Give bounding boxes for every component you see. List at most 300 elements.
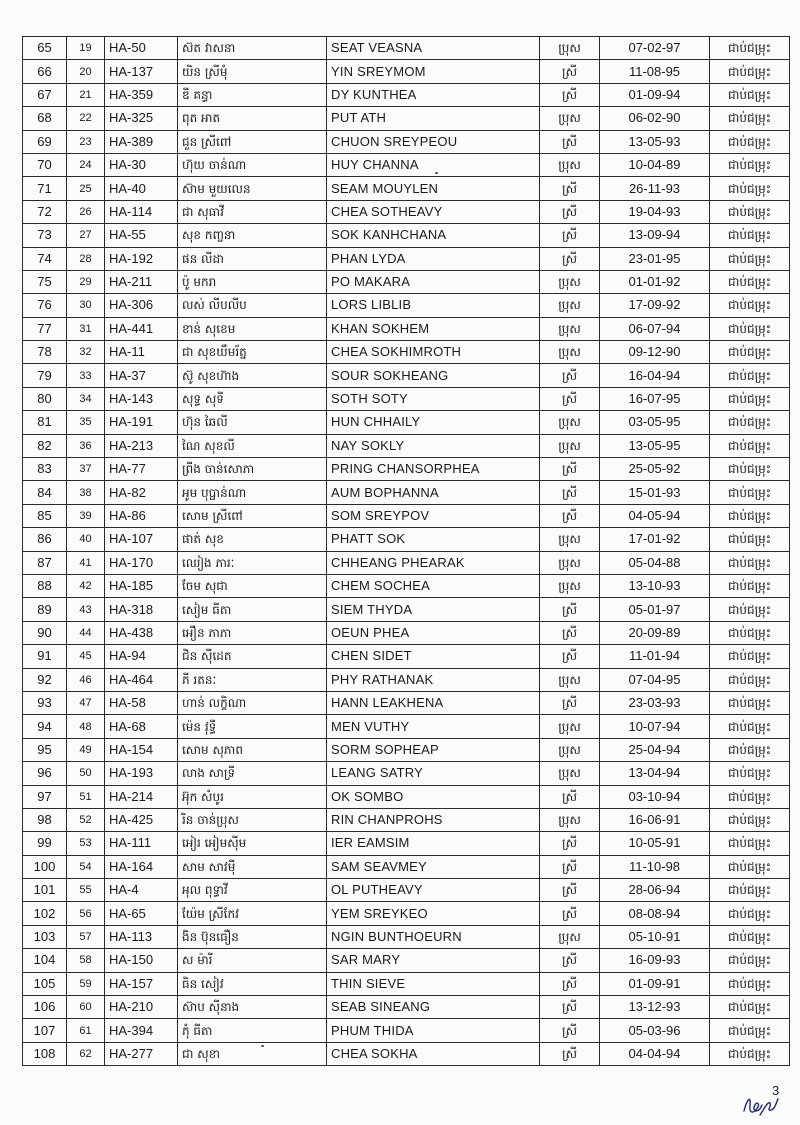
name-latin-cell: PO MAKARA [327, 270, 540, 293]
date-of-birth-cell: 10-05-91 [600, 832, 710, 855]
candidate-code-cell: HA-37 [105, 364, 178, 387]
result-cell: ជាប់ជម្រុះ [710, 434, 790, 457]
sex-cell: ស្រី [540, 855, 600, 878]
sub-number-cell: 24 [67, 153, 105, 176]
row-number-cell: 80 [23, 387, 67, 410]
sub-number-cell: 37 [67, 458, 105, 481]
name-khmer-cell: ងិន ប៊ុនធឿន [178, 925, 327, 948]
table-row [23, 949, 790, 972]
sex-cell: ប្រុស [540, 411, 600, 434]
sex-cell: ស្រី [540, 972, 600, 995]
sub-number-cell: 23 [67, 130, 105, 153]
name-latin-cell: SAR MARY [327, 949, 540, 972]
row-number-cell: 100 [23, 855, 67, 878]
row-number-cell: 85 [23, 504, 67, 527]
table-row [23, 715, 790, 738]
name-khmer-cell: ពុត អាត [178, 107, 327, 130]
table-row [23, 37, 790, 60]
name-khmer-cell: ស៊ាប ស៊ីនាង [178, 996, 327, 1019]
result-cell: ជាប់ជម្រុះ [710, 949, 790, 972]
name-khmer-cell: ឈៀង ភារៈ [178, 551, 327, 574]
row-number-cell: 70 [23, 153, 67, 176]
result-cell: ជាប់ជម្រុះ [710, 504, 790, 527]
sub-number-cell: 40 [67, 528, 105, 551]
date-of-birth-cell: 13-04-94 [600, 762, 710, 785]
name-khmer-cell: យិន ស្រីមុំ [178, 60, 327, 83]
date-of-birth-cell: 16-04-94 [600, 364, 710, 387]
name-khmer-cell: អ៊ុក សំបូរ [178, 785, 327, 808]
sex-cell: ស្រី [540, 130, 600, 153]
date-of-birth-cell: 26-11-93 [600, 177, 710, 200]
sub-number-cell: 29 [67, 270, 105, 293]
table-row [23, 551, 790, 574]
result-cell: ជាប់ជម្រុះ [710, 177, 790, 200]
sub-number-cell: 57 [67, 925, 105, 948]
candidate-code-cell: HA-111 [105, 832, 178, 855]
name-latin-cell: SOK KANHCHANA [327, 224, 540, 247]
result-cell: ជាប់ជម្រុះ [710, 715, 790, 738]
name-latin-cell: KHAN SOKHEM [327, 317, 540, 340]
row-number-cell: 102 [23, 902, 67, 925]
result-cell: ជាប់ជម្រុះ [710, 270, 790, 293]
result-cell: ជាប់ជម្រុះ [710, 785, 790, 808]
row-number-cell: 89 [23, 598, 67, 621]
sex-cell: ប្រុស [540, 317, 600, 340]
row-number-cell: 101 [23, 879, 67, 902]
name-khmer-cell: យ៉ែម ស្រីកែវ [178, 902, 327, 925]
name-khmer-cell: ជា សុធាវី [178, 200, 327, 223]
name-khmer-cell: ហ៊ុន ឆៃលី [178, 411, 327, 434]
row-number-cell: 66 [23, 60, 67, 83]
candidate-code-cell: HA-86 [105, 504, 178, 527]
date-of-birth-cell: 01-09-91 [600, 972, 710, 995]
sub-number-cell: 49 [67, 738, 105, 761]
table-row [23, 1042, 790, 1065]
result-cell: ជាប់ជម្រុះ [710, 481, 790, 504]
date-of-birth-cell: 16-09-93 [600, 949, 710, 972]
name-khmer-cell: ផន លីដា [178, 247, 327, 270]
result-cell: ជាប់ជម្រុះ [710, 37, 790, 60]
row-number-cell: 73 [23, 224, 67, 247]
table-row [23, 574, 790, 597]
row-number-cell: 92 [23, 668, 67, 691]
table-row [23, 1019, 790, 1042]
name-latin-cell: HUY CHANNA [327, 153, 540, 176]
name-latin-cell: NAY SOKLY [327, 434, 540, 457]
candidate-code-cell: HA-214 [105, 785, 178, 808]
candidate-code-cell: HA-113 [105, 925, 178, 948]
table-row [23, 130, 790, 153]
sub-number-cell: 54 [67, 855, 105, 878]
table-row [23, 153, 790, 176]
name-latin-cell: YIN SREYMOM [327, 60, 540, 83]
result-cell: ជាប់ជម្រុះ [710, 317, 790, 340]
date-of-birth-cell: 04-05-94 [600, 504, 710, 527]
row-number-cell: 76 [23, 294, 67, 317]
sub-number-cell: 51 [67, 785, 105, 808]
table-row [23, 294, 790, 317]
candidate-code-cell: HA-211 [105, 270, 178, 293]
sex-cell: ស្រី [540, 458, 600, 481]
sub-number-cell: 33 [67, 364, 105, 387]
table-row [23, 621, 790, 644]
name-latin-cell: OK SOMBO [327, 785, 540, 808]
name-khmer-cell: អឿន ភាភា [178, 621, 327, 644]
row-number-cell: 106 [23, 996, 67, 1019]
row-number-cell: 68 [23, 107, 67, 130]
name-latin-cell: PUT ATH [327, 107, 540, 130]
name-latin-cell: OEUN PHEA [327, 621, 540, 644]
row-number-cell: 84 [23, 481, 67, 504]
sub-number-cell: 31 [67, 317, 105, 340]
candidate-code-cell: HA-157 [105, 972, 178, 995]
date-of-birth-cell: 01-01-92 [600, 270, 710, 293]
table-row [23, 458, 790, 481]
candidate-code-cell: HA-82 [105, 481, 178, 504]
sex-cell: ប្រុស [540, 808, 600, 831]
sex-cell: ស្រី [540, 247, 600, 270]
result-cell: ជាប់ជម្រុះ [710, 364, 790, 387]
name-khmer-cell: ស៊ត វាសនា [178, 37, 327, 60]
table-row [23, 247, 790, 270]
candidate-code-cell: HA-191 [105, 411, 178, 434]
result-cell: ជាប់ជម្រុះ [710, 528, 790, 551]
result-cell: ជាប់ជម្រុះ [710, 925, 790, 948]
sex-cell: ស្រី [540, 1042, 600, 1065]
table-row [23, 481, 790, 504]
date-of-birth-cell: 16-07-95 [600, 387, 710, 410]
result-cell: ជាប់ជម្រុះ [710, 832, 790, 855]
name-khmer-cell: ប៉ូ មករា [178, 270, 327, 293]
sex-cell: ប្រុស [540, 434, 600, 457]
candidate-code-cell: HA-137 [105, 60, 178, 83]
name-khmer-cell: ស៊ាម មួយលេន [178, 177, 327, 200]
sex-cell: ស្រី [540, 598, 600, 621]
result-cell: ជាប់ជម្រុះ [710, 200, 790, 223]
date-of-birth-cell: 19-04-93 [600, 200, 710, 223]
candidate-code-cell: HA-40 [105, 177, 178, 200]
row-number-cell: 107 [23, 1019, 67, 1042]
name-khmer-cell: ភុំ ធីតា [178, 1019, 327, 1042]
date-of-birth-cell: 10-04-89 [600, 153, 710, 176]
sex-cell: ប្រុស [540, 738, 600, 761]
name-latin-cell: AUM BOPHANNA [327, 481, 540, 504]
sex-cell: ស្រី [540, 902, 600, 925]
sub-number-cell: 45 [67, 645, 105, 668]
sub-number-cell: 21 [67, 83, 105, 106]
date-of-birth-cell: 17-01-92 [600, 528, 710, 551]
name-khmer-cell: ព្រីង ចាន់សោភា [178, 458, 327, 481]
sub-number-cell: 61 [67, 1019, 105, 1042]
name-khmer-cell: ចែម សុជា [178, 574, 327, 597]
name-khmer-cell: ម៉េន វុទ្ធី [178, 715, 327, 738]
result-cell: ជាប់ជម្រុះ [710, 387, 790, 410]
sex-cell: ប្រុស [540, 153, 600, 176]
candidate-code-cell: HA-213 [105, 434, 178, 457]
date-of-birth-cell: 13-10-93 [600, 574, 710, 597]
sex-cell: ស្រី [540, 949, 600, 972]
sex-cell: ស្រី [540, 387, 600, 410]
result-cell: ជាប់ជម្រុះ [710, 224, 790, 247]
sub-number-cell: 22 [67, 107, 105, 130]
result-cell: ជាប់ជម្រុះ [710, 855, 790, 878]
candidate-code-cell: HA-193 [105, 762, 178, 785]
table-row [23, 364, 790, 387]
table-row [23, 762, 790, 785]
sex-cell: ស្រី [540, 691, 600, 714]
sex-cell: ប្រុស [540, 341, 600, 364]
candidate-code-cell: HA-154 [105, 738, 178, 761]
candidate-code-cell: HA-107 [105, 528, 178, 551]
sub-number-cell: 35 [67, 411, 105, 434]
table-row [23, 879, 790, 902]
date-of-birth-cell: 17-09-92 [600, 294, 710, 317]
row-number-cell: 88 [23, 574, 67, 597]
sex-cell: ប្រុស [540, 925, 600, 948]
table-row [23, 972, 790, 995]
results-table-body [23, 37, 790, 1066]
row-number-cell: 83 [23, 458, 67, 481]
name-latin-cell: SORM SOPHEAP [327, 738, 540, 761]
sex-cell: ប្រុស [540, 294, 600, 317]
sub-number-cell: 20 [67, 60, 105, 83]
date-of-birth-cell: 08-08-94 [600, 902, 710, 925]
sex-cell: ប្រុស [540, 668, 600, 691]
date-of-birth-cell: 03-05-95 [600, 411, 710, 434]
row-number-cell: 81 [23, 411, 67, 434]
sub-number-cell: 38 [67, 481, 105, 504]
table-row [23, 504, 790, 527]
table-row [23, 925, 790, 948]
date-of-birth-cell: 11-01-94 [600, 645, 710, 668]
date-of-birth-cell: 20-09-89 [600, 621, 710, 644]
candidate-code-cell: HA-55 [105, 224, 178, 247]
table-row [23, 808, 790, 831]
sub-number-cell: 47 [67, 691, 105, 714]
date-of-birth-cell: 28-06-94 [600, 879, 710, 902]
table-row [23, 60, 790, 83]
date-of-birth-cell: 13-12-93 [600, 996, 710, 1019]
sub-number-cell: 58 [67, 949, 105, 972]
row-number-cell: 72 [23, 200, 67, 223]
name-latin-cell: SOUR SOKHEANG [327, 364, 540, 387]
date-of-birth-cell: 23-03-93 [600, 691, 710, 714]
result-cell: ជាប់ជម្រុះ [710, 1042, 790, 1065]
date-of-birth-cell: 13-09-94 [600, 224, 710, 247]
result-cell: ជាប់ជម្រុះ [710, 247, 790, 270]
date-of-birth-cell: 05-04-88 [600, 551, 710, 574]
name-latin-cell: LORS LIBLIB [327, 294, 540, 317]
candidate-code-cell: HA-185 [105, 574, 178, 597]
sex-cell: ប្រុស [540, 574, 600, 597]
name-khmer-cell: អុល ពុទ្ធាវី [178, 879, 327, 902]
scan-speck [261, 1045, 264, 1047]
result-cell: ជាប់ជម្រុះ [710, 294, 790, 317]
candidate-code-cell: HA-425 [105, 808, 178, 831]
sub-number-cell: 42 [67, 574, 105, 597]
candidate-code-cell: HA-65 [105, 902, 178, 925]
candidate-code-cell: HA-192 [105, 247, 178, 270]
name-latin-cell: DY KUNTHEA [327, 83, 540, 106]
name-khmer-cell: សោម ស្រីពៅ [178, 504, 327, 527]
date-of-birth-cell: 06-07-94 [600, 317, 710, 340]
name-khmer-cell: អូម បុប្ផាន់ណា [178, 481, 327, 504]
row-number-cell: 91 [23, 645, 67, 668]
sub-number-cell: 52 [67, 808, 105, 831]
name-latin-cell: PHY RATHANAK [327, 668, 540, 691]
sub-number-cell: 41 [67, 551, 105, 574]
date-of-birth-cell: 15-01-93 [600, 481, 710, 504]
name-latin-cell: SEAT VEASNA [327, 37, 540, 60]
name-khmer-cell: ស៊ូ សុខហ៊ាង [178, 364, 327, 387]
sub-number-cell: 59 [67, 972, 105, 995]
row-number-cell: 69 [23, 130, 67, 153]
table-row [23, 387, 790, 410]
name-khmer-cell: សោម សុភាព [178, 738, 327, 761]
name-latin-cell: SOTH SOTY [327, 387, 540, 410]
candidate-code-cell: HA-77 [105, 458, 178, 481]
row-number-cell: 82 [23, 434, 67, 457]
candidate-code-cell: HA-11 [105, 341, 178, 364]
sex-cell: ស្រី [540, 996, 600, 1019]
date-of-birth-cell: 07-02-97 [600, 37, 710, 60]
row-number-cell: 75 [23, 270, 67, 293]
name-latin-cell: NGIN BUNTHOEURN [327, 925, 540, 948]
table-row [23, 855, 790, 878]
sex-cell: ស្រី [540, 621, 600, 644]
row-number-cell: 105 [23, 972, 67, 995]
candidate-code-cell: HA-359 [105, 83, 178, 106]
date-of-birth-cell: 11-08-95 [600, 60, 710, 83]
name-latin-cell: SIEM THYDA [327, 598, 540, 621]
result-cell: ជាប់ជម្រុះ [710, 645, 790, 668]
name-khmer-cell: ហាន់ លក្ខិណា [178, 691, 327, 714]
candidate-code-cell: HA-306 [105, 294, 178, 317]
name-khmer-cell: ហ៊ុយ ចាន់ណា [178, 153, 327, 176]
result-cell: ជាប់ជម្រុះ [710, 411, 790, 434]
candidate-code-cell: HA-438 [105, 621, 178, 644]
candidate-code-cell: HA-30 [105, 153, 178, 176]
result-cell: ជាប់ជម្រុះ [710, 107, 790, 130]
sub-number-cell: 36 [67, 434, 105, 457]
name-latin-cell: CHEM SOCHEA [327, 574, 540, 597]
sub-number-cell: 56 [67, 902, 105, 925]
name-latin-cell: PHATT SOK [327, 528, 540, 551]
name-latin-cell: CHEA SOTHEAVY [327, 200, 540, 223]
sub-number-cell: 48 [67, 715, 105, 738]
date-of-birth-cell: 16-06-91 [600, 808, 710, 831]
name-khmer-cell: ជា សុខឃឹមរ័ត្ន [178, 341, 327, 364]
name-latin-cell: SOM SREYPOV [327, 504, 540, 527]
row-number-cell: 94 [23, 715, 67, 738]
name-khmer-cell: សាម សាវម៉ី [178, 855, 327, 878]
table-row [23, 107, 790, 130]
row-number-cell: 79 [23, 364, 67, 387]
candidate-code-cell: HA-143 [105, 387, 178, 410]
sex-cell: ស្រី [540, 1019, 600, 1042]
table-row [23, 200, 790, 223]
candidate-code-cell: HA-170 [105, 551, 178, 574]
sex-cell: ស្រី [540, 785, 600, 808]
table-row [23, 411, 790, 434]
row-number-cell: 74 [23, 247, 67, 270]
name-latin-cell: RIN CHANPROHS [327, 808, 540, 831]
table-row [23, 738, 790, 761]
name-latin-cell: IER EAMSIM [327, 832, 540, 855]
row-number-cell: 77 [23, 317, 67, 340]
name-latin-cell: HANN LEAKHENA [327, 691, 540, 714]
name-khmer-cell: ឌី គន្ធា [178, 83, 327, 106]
sub-number-cell: 46 [67, 668, 105, 691]
sub-number-cell: 19 [67, 37, 105, 60]
candidate-code-cell: HA-150 [105, 949, 178, 972]
sex-cell: ប្រុស [540, 37, 600, 60]
result-cell: ជាប់ជម្រុះ [710, 972, 790, 995]
row-number-cell: 95 [23, 738, 67, 761]
sub-number-cell: 34 [67, 387, 105, 410]
sex-cell: ស្រី [540, 224, 600, 247]
table-row [23, 832, 790, 855]
result-cell: ជាប់ជម្រុះ [710, 458, 790, 481]
sub-number-cell: 25 [67, 177, 105, 200]
name-khmer-cell: ខាន់ សុខេម [178, 317, 327, 340]
sub-number-cell: 26 [67, 200, 105, 223]
results-table [22, 36, 790, 1066]
name-latin-cell: YEM SREYKEO [327, 902, 540, 925]
name-latin-cell: SEAB SINEANG [327, 996, 540, 1019]
sub-number-cell: 50 [67, 762, 105, 785]
date-of-birth-cell: 13-05-93 [600, 130, 710, 153]
sex-cell: ស្រី [540, 504, 600, 527]
name-khmer-cell: សុទ្ធ សុទី [178, 387, 327, 410]
result-cell: ជាប់ជម្រុះ [710, 738, 790, 761]
result-cell: ជាប់ជម្រុះ [710, 668, 790, 691]
row-number-cell: 99 [23, 832, 67, 855]
result-cell: ជាប់ជម្រុះ [710, 621, 790, 644]
sex-cell: ប្រុស [540, 715, 600, 738]
candidate-code-cell: HA-94 [105, 645, 178, 668]
date-of-birth-cell: 05-10-91 [600, 925, 710, 948]
name-khmer-cell: អៀរ អៀមស៊ីម [178, 832, 327, 855]
name-khmer-cell: ធិន សៀវ [178, 972, 327, 995]
result-cell: ជាប់ជម្រុះ [710, 153, 790, 176]
date-of-birth-cell: 10-07-94 [600, 715, 710, 738]
sex-cell: ប្រុស [540, 551, 600, 574]
sub-number-cell: 55 [67, 879, 105, 902]
sub-number-cell: 39 [67, 504, 105, 527]
sex-cell: ស្រី [540, 200, 600, 223]
sub-number-cell: 32 [67, 341, 105, 364]
candidate-code-cell: HA-164 [105, 855, 178, 878]
candidate-code-cell: HA-325 [105, 107, 178, 130]
date-of-birth-cell: 13-05-95 [600, 434, 710, 457]
row-number-cell: 93 [23, 691, 67, 714]
table-row [23, 691, 790, 714]
sex-cell: ប្រុស [540, 762, 600, 785]
row-number-cell: 71 [23, 177, 67, 200]
name-latin-cell: SAM SEAVMEY [327, 855, 540, 878]
sex-cell: ស្រី [540, 645, 600, 668]
date-of-birth-cell: 06-02-90 [600, 107, 710, 130]
table-row [23, 996, 790, 1019]
table-row [23, 528, 790, 551]
table-row [23, 341, 790, 364]
result-cell: ជាប់ជម្រុះ [710, 762, 790, 785]
page-number: 3 [772, 1083, 780, 1098]
name-latin-cell: CHEN SIDET [327, 645, 540, 668]
row-number-cell: 98 [23, 808, 67, 831]
candidate-code-cell: HA-114 [105, 200, 178, 223]
